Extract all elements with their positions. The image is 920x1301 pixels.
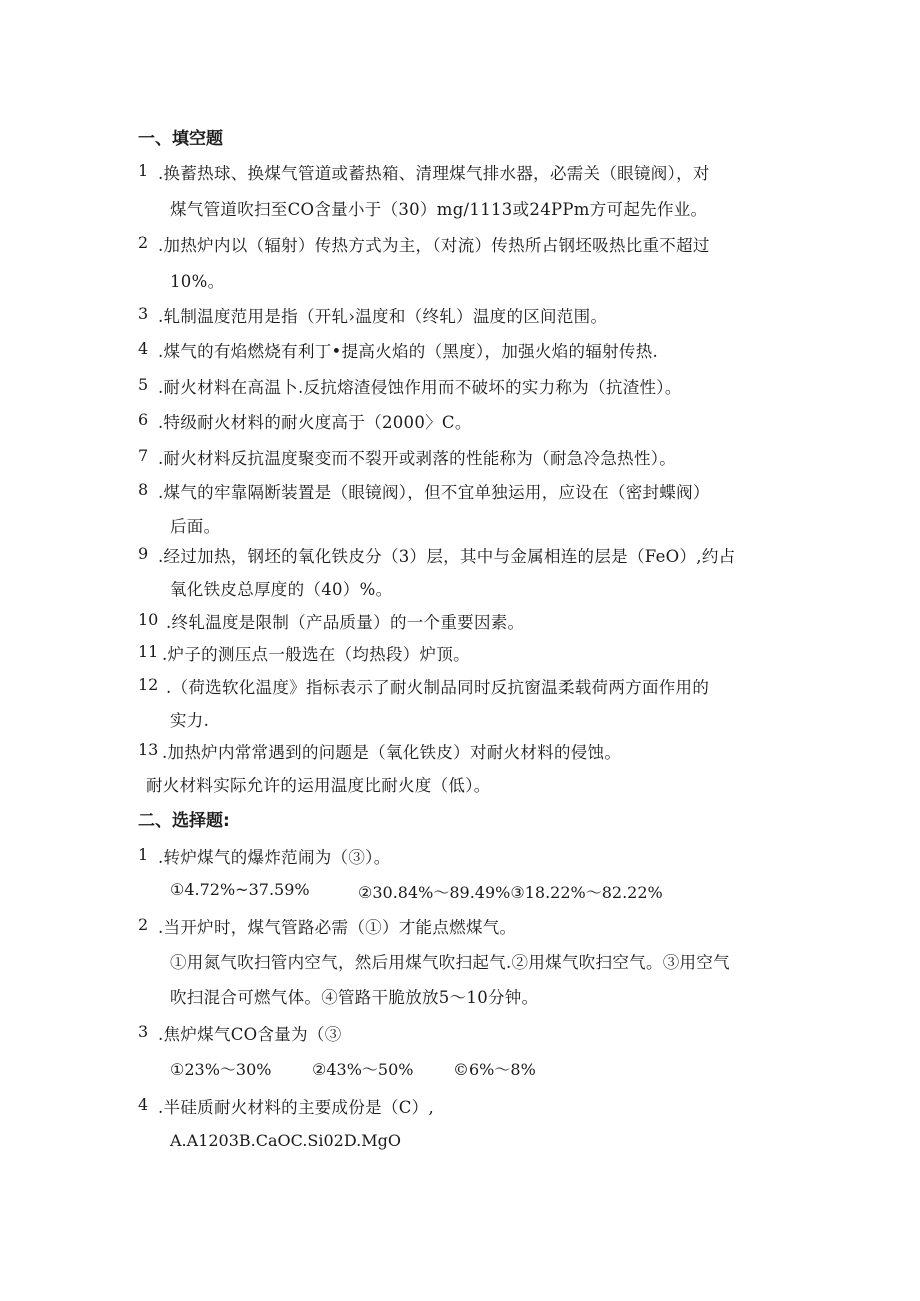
item-line: .煤气的有焰燃烧有利丁•提高火焰的（黑度），加强火焰的辐射传热. xyxy=(158,342,659,361)
section2-heading: 二、选择题: xyxy=(138,811,230,831)
option-text: A.A1203B.CaOC.Si02D.MgO xyxy=(170,1131,401,1150)
item-line: 煤气管道吹扫至CO含量小于（30）mg/1113或24PPm方可起先作业。 xyxy=(170,200,708,219)
item-line: 10%。 xyxy=(170,272,225,291)
item-line: 实力. xyxy=(170,711,210,730)
item-number: 10 xyxy=(138,610,159,629)
item-line: .加热炉内常常遇到的问题是（氧化铁皮）对耐火材料的侵蚀。 xyxy=(162,743,622,762)
section1-heading: 一、填空题 xyxy=(138,129,223,149)
question-number: 2 xyxy=(138,915,149,934)
item-number: 13 xyxy=(138,740,159,759)
item-line: .轧制温度范用是指（开轧›温度和（终轧）温度的区间范围。 xyxy=(158,307,608,326)
item-line: .换蓄热球、换煤气管道或蓄热箱、清理煤气排水器，必需关（眼镜阀），对 xyxy=(158,164,710,183)
item-number: 6 xyxy=(138,410,149,429)
item-number: 3 xyxy=(138,304,149,323)
option-text: ②43%～50% xyxy=(312,1060,414,1079)
option-text: ①用氮气吹扫管内空气，然后用煤气吹扫起气.②用煤气吹扫空气。③用空气 xyxy=(170,953,730,972)
item-number: 4 xyxy=(138,339,149,358)
item-number: 12 xyxy=(138,675,159,694)
item-line: .炉子的测压点一般选在（均热段）炉顶。 xyxy=(162,645,470,664)
item-line: .（荷选软化温度》指标表示了耐火制品同时反抗窗温柔载荷两方面作用的 xyxy=(166,678,710,697)
item-line: .特级耐火材料的耐火度高于（2000〉C。 xyxy=(158,413,472,432)
question-number: 4 xyxy=(138,1095,149,1114)
item-number: 11 xyxy=(138,642,159,661)
option-text: ②30.84%～89.49%③18.22%～82.22% xyxy=(358,883,663,902)
item-line: .耐火材料在高温卜.反抗熔渣侵蚀作用而不破坏的实力称为（抗渣性）。 xyxy=(158,378,682,397)
option-text: ©6%～8% xyxy=(453,1060,536,1079)
extra-line: 耐火材料实际允许的运用温度比耐火度（低）。 xyxy=(146,776,491,795)
item-number: 5 xyxy=(138,375,149,394)
question-text: .半硅质耐火材料的主要成份是（C）, xyxy=(158,1098,435,1117)
item-number: 1 xyxy=(138,161,149,180)
item-line: .煤气的牢靠隔断装置是（眼镜阀），但不宜单独运用，应设在（密封蝶阀） xyxy=(158,483,710,502)
item-line: 氧化铁皮总厚度的（40）%。 xyxy=(170,580,393,599)
option-text: ①23%～30% xyxy=(170,1060,272,1079)
item-line: 后面。 xyxy=(170,517,221,536)
item-line: .加热炉内以（辐射）传热方式为主，（对流）传热所占钢坯吸热比重不超过 xyxy=(158,236,710,255)
item-line: .终轧温度是限制（产品质量）的一个重要因素。 xyxy=(166,613,525,632)
question-text: .当开炉时，煤气管路必需（①）才能点燃煤气。 xyxy=(158,918,517,937)
question-number: 3 xyxy=(138,1022,149,1041)
question-text: .转炉煤气的爆炸范闹为（③）。 xyxy=(158,848,391,867)
item-line: .经过加热，钢坯的氧化铁皮分（3）层，其中与金属相连的层是（FeO）,约占 xyxy=(158,547,736,566)
item-number: 8 xyxy=(138,480,149,499)
item-number: 2 xyxy=(138,233,149,252)
question-text: .焦炉煤气CO含量为（③ xyxy=(158,1025,342,1044)
option-text: ①4.72%~37.59% xyxy=(170,880,310,899)
item-number: 9 xyxy=(138,544,149,563)
item-number: 7 xyxy=(138,446,149,465)
question-number: 1 xyxy=(138,845,149,864)
item-line: .耐火材料反抗温度聚变而不裂开或剥落的性能称为（耐急冷急热性）。 xyxy=(158,449,677,468)
option-text: 吹扫混合可燃气体。④管路干脆放放5～10分钟。 xyxy=(170,988,539,1007)
